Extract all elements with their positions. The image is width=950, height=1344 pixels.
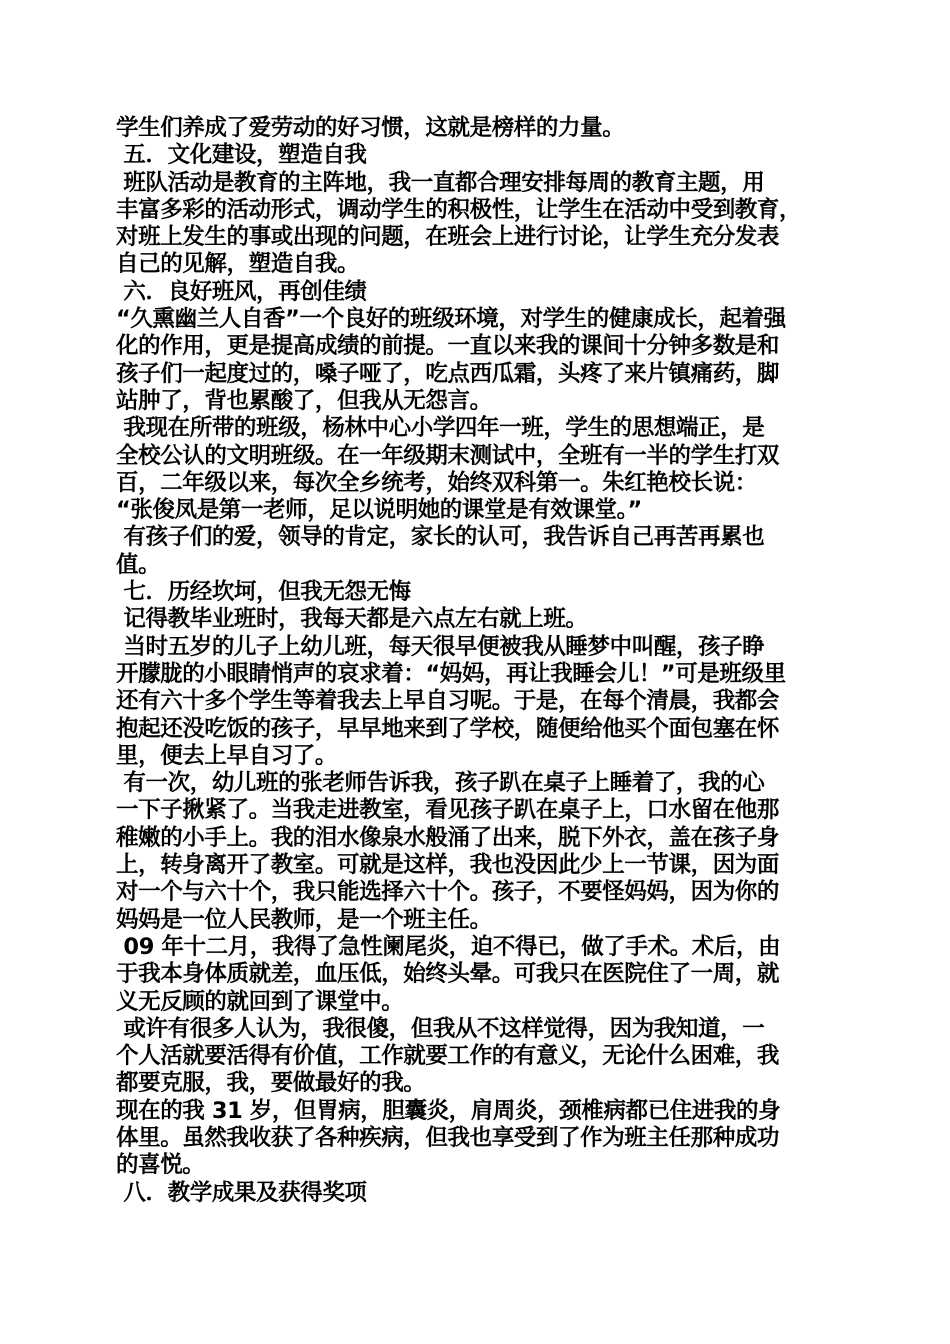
text-line: 全校公认的文明班级。在一年级期末测试中，全班有一半的学生打双	[116, 442, 780, 469]
text-line: 化的作用，更是提高成绩的前提。一直以来我的课间十分钟多数是和	[116, 333, 780, 360]
text-line: 里，便去上早自习了。	[116, 742, 338, 769]
text-line: 孩子们一起度过的，嗓子哑了，吃点西瓜霜，头疼了来片镇痛药，脚	[116, 360, 780, 387]
text-line: 学生们养成了爱劳动的好习惯，这就是榜样的力量。	[116, 115, 625, 141]
section-heading: 七．历经坎坷，但我无怨无悔	[116, 579, 411, 606]
text-line: 站肿了，背也累酸了，但我从无怨言。	[116, 387, 492, 414]
text-line: 当时五岁的儿子上幼儿班，每天很早便被我从睡梦中叫醒，孩子睁	[116, 633, 765, 660]
text-line: 还有六十多个学生等着我去上早自习呢。于是，在每个清晨，我都会	[116, 688, 780, 715]
section-heading: 五．文化建设，塑造自我	[116, 142, 367, 169]
text-line: 妈妈是一位人民教师，是一个班主任。	[116, 906, 492, 933]
text-line: 或许有很多人认为，我很傻，但我从不这样觉得，因为我知道，一	[116, 1015, 765, 1042]
text-line: 值。	[116, 551, 161, 578]
section-heading: 八．教学成果及获得奖项	[116, 1179, 367, 1206]
section-heading: 六．良好班风，再创佳绩	[116, 278, 367, 305]
text-line: 丰富多彩的活动形式，调动学生的积极性，让学生在活动中受到教育，	[116, 196, 802, 223]
text-line: 我现在所带的班级，杨林中心小学四年一班，学生的思想端正，是	[116, 415, 765, 442]
text-line: 于我本身体质就差，血压低，始终头晕。可我只在医院住了一周，就	[116, 961, 780, 988]
text-line: 一下子揪紧了。当我走进教室，看见孩子趴在桌子上，口水留在他那	[116, 797, 780, 824]
text-line: 的喜悦。	[116, 1152, 205, 1179]
text-line: 个人活就要活得有价值，工作就要工作的有意义，无论什么困难，我	[116, 1043, 780, 1070]
text-line: 有孩子们的爱，领导的肯定，家长的认可，我告诉自己再苦再累也	[116, 524, 765, 551]
text-line: 上，转身离开了教室。可就是这样，我也没因此少上一节课，因为面	[116, 852, 780, 879]
text-line: 开朦胧的小眼睛悄声的哀求着：“妈妈，再让我睡会儿！”可是班级里	[116, 660, 786, 687]
text-line: 对一个与六十个，我只能选择六十个。孩子，不要怪妈妈，因为你的	[116, 879, 780, 906]
text-line: 抱起还没吃饭的孩子，早早地来到了学校，随便给他买个面包塞在怀	[116, 715, 780, 742]
text-line: “久熏幽兰人自香”一个良好的班级环境，对学生的健康成长，起着强	[116, 306, 786, 333]
text-line: 体里。虽然我收获了各种疾病，但我也享受到了作为班主任那种成功	[116, 1124, 780, 1151]
text-line: 班队活动是教育的主阵地，我一直都合理安排每周的教育主题，用	[116, 169, 765, 196]
text-line: “张俊凤是第一老师，足以说明她的课堂是有效课堂。”	[116, 497, 642, 524]
text-line: 稚嫩的小手上。我的泪水像泉水般涌了出来，脱下外衣，盖在孩子身	[116, 824, 780, 851]
text-line: 09 年十二月，我得了急性阑尾炎，迫不得已，做了手术。术后，由	[116, 933, 781, 960]
text-line: 记得教毕业班时，我每天都是六点左右就上班。	[116, 606, 588, 633]
text-line: 义无反顾的就回到了课堂中。	[116, 988, 404, 1015]
text-line: 有一次，幼儿班的张老师告诉我，孩子趴在桌子上睡着了，我的心	[116, 770, 765, 797]
text-line: 都要克服，我，要做最好的我。	[116, 1070, 426, 1097]
text-line: 现在的我 31 岁，但胃病，胆囊炎，肩周炎，颈椎病都已住进我的身	[116, 1097, 781, 1124]
text-line: 百，二年级以来，每次全乡统考，始终双科第一。朱红艳校长说：	[116, 469, 757, 496]
text-line: 对班上发生的事或出现的问题，在班会上进行讨论，让学生充分发表	[116, 224, 780, 251]
text-line: 自己的见解，塑造自我。	[116, 251, 360, 278]
document-body	[116, 115, 844, 1207]
